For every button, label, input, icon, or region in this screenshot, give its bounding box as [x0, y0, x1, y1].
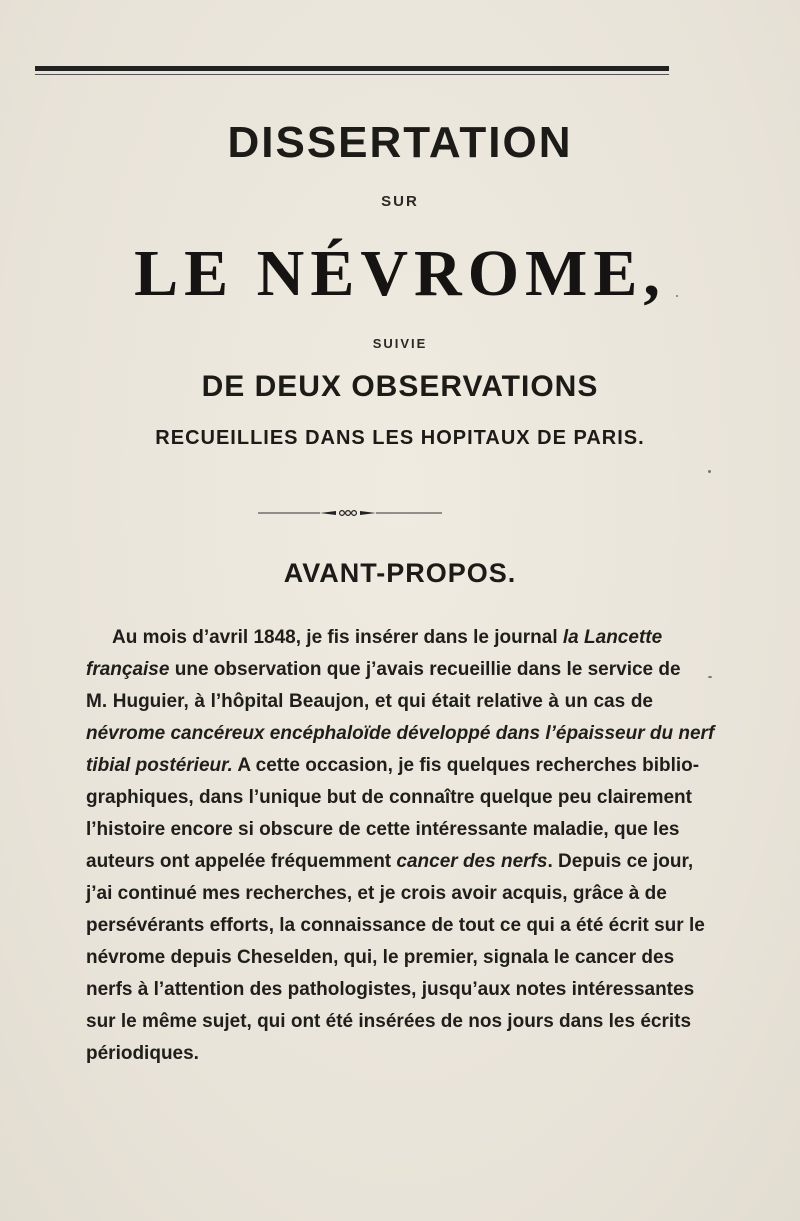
- italic-run: tibial postérieur.: [86, 755, 233, 776]
- top-rule: [35, 66, 669, 71]
- text-run: j’ai continué mes recherches, et je crois avoir acquis, grâce à de: [86, 883, 667, 904]
- paragraph-line: [86, 974, 695, 1006]
- paragraph-line: [86, 686, 653, 718]
- text-run: M. Huguier, à l’hôpital Beaujon, et qui était relative à un cas de: [86, 691, 653, 712]
- italic-run: névrome cancéreux encéphaloïde développé dans l’épaisseur du nerf: [86, 723, 715, 744]
- text-run: persévérants efforts, la connaissance de tout ce qui a été écrit sur le: [86, 915, 705, 936]
- ornamental-rule-icon: [258, 510, 442, 516]
- paragraph-line: [86, 942, 675, 974]
- paragraph-line: [86, 782, 692, 814]
- paper-speck: [676, 295, 678, 297]
- top-rule-thin: [35, 74, 669, 75]
- subtitle-observations: DE DEUX OBSERVATIONS: [201, 370, 599, 403]
- paragraph-line: [86, 654, 681, 686]
- text-run: . Depuis ce jour,: [547, 851, 694, 872]
- text-run: graphiques, dans l’unique but de connaître quelque peu clairement: [86, 787, 692, 808]
- document-subject: LE NÉVROME,: [134, 237, 666, 310]
- italic-run: française: [86, 659, 170, 680]
- paper-speck: [708, 470, 711, 473]
- text-run: auteurs ont appelée fréquemment: [86, 851, 397, 872]
- body-paragraph: [86, 622, 715, 1070]
- paragraph-line: [86, 622, 663, 654]
- text-run: une observation que j’avais recueillie dans le service de: [169, 659, 681, 680]
- text-run: nerfs à l’attention des pathologistes, jusqu’aux notes intéressantes: [86, 979, 695, 1000]
- paragraph-line: [86, 910, 705, 942]
- paragraph-line: [86, 878, 667, 910]
- paragraph-line: [86, 718, 715, 750]
- text-run: l’histoire encore si obscure de cette intéressante maladie, que les: [86, 819, 680, 840]
- paper-speck: [708, 676, 712, 678]
- document-title: DISSERTATION: [227, 118, 573, 167]
- section-heading: AVANT-PROPOS.: [283, 558, 517, 588]
- text-run: périodiques.: [86, 1043, 199, 1064]
- text-run: sur le même sujet, qui ont été insérées de nos jours dans les écrits: [86, 1011, 692, 1032]
- paragraph-line: [86, 750, 700, 782]
- title-connector: SUR: [381, 193, 419, 210]
- text-run: Au mois d’avril 1848, je fis insérer dans le journal: [112, 627, 563, 648]
- paragraph-line: [86, 1038, 653, 1070]
- subtitle-collected: RECUEILLIES DANS LES HOPITAUX DE PARIS.: [155, 427, 645, 449]
- paragraph-line: [86, 1006, 692, 1038]
- text-run: A cette occasion, je fis quelques recherches biblio-: [232, 755, 700, 776]
- italic-run: cancer des nerfs: [396, 851, 548, 872]
- italic-run: la Lancette: [562, 627, 663, 648]
- paragraph-line: [86, 814, 680, 846]
- subtitle-connector: SUIVIE: [372, 336, 428, 351]
- paragraph-line: [86, 846, 694, 878]
- text-run: névrome depuis Cheselden, qui, le premier, signala le cancer des: [86, 947, 675, 968]
